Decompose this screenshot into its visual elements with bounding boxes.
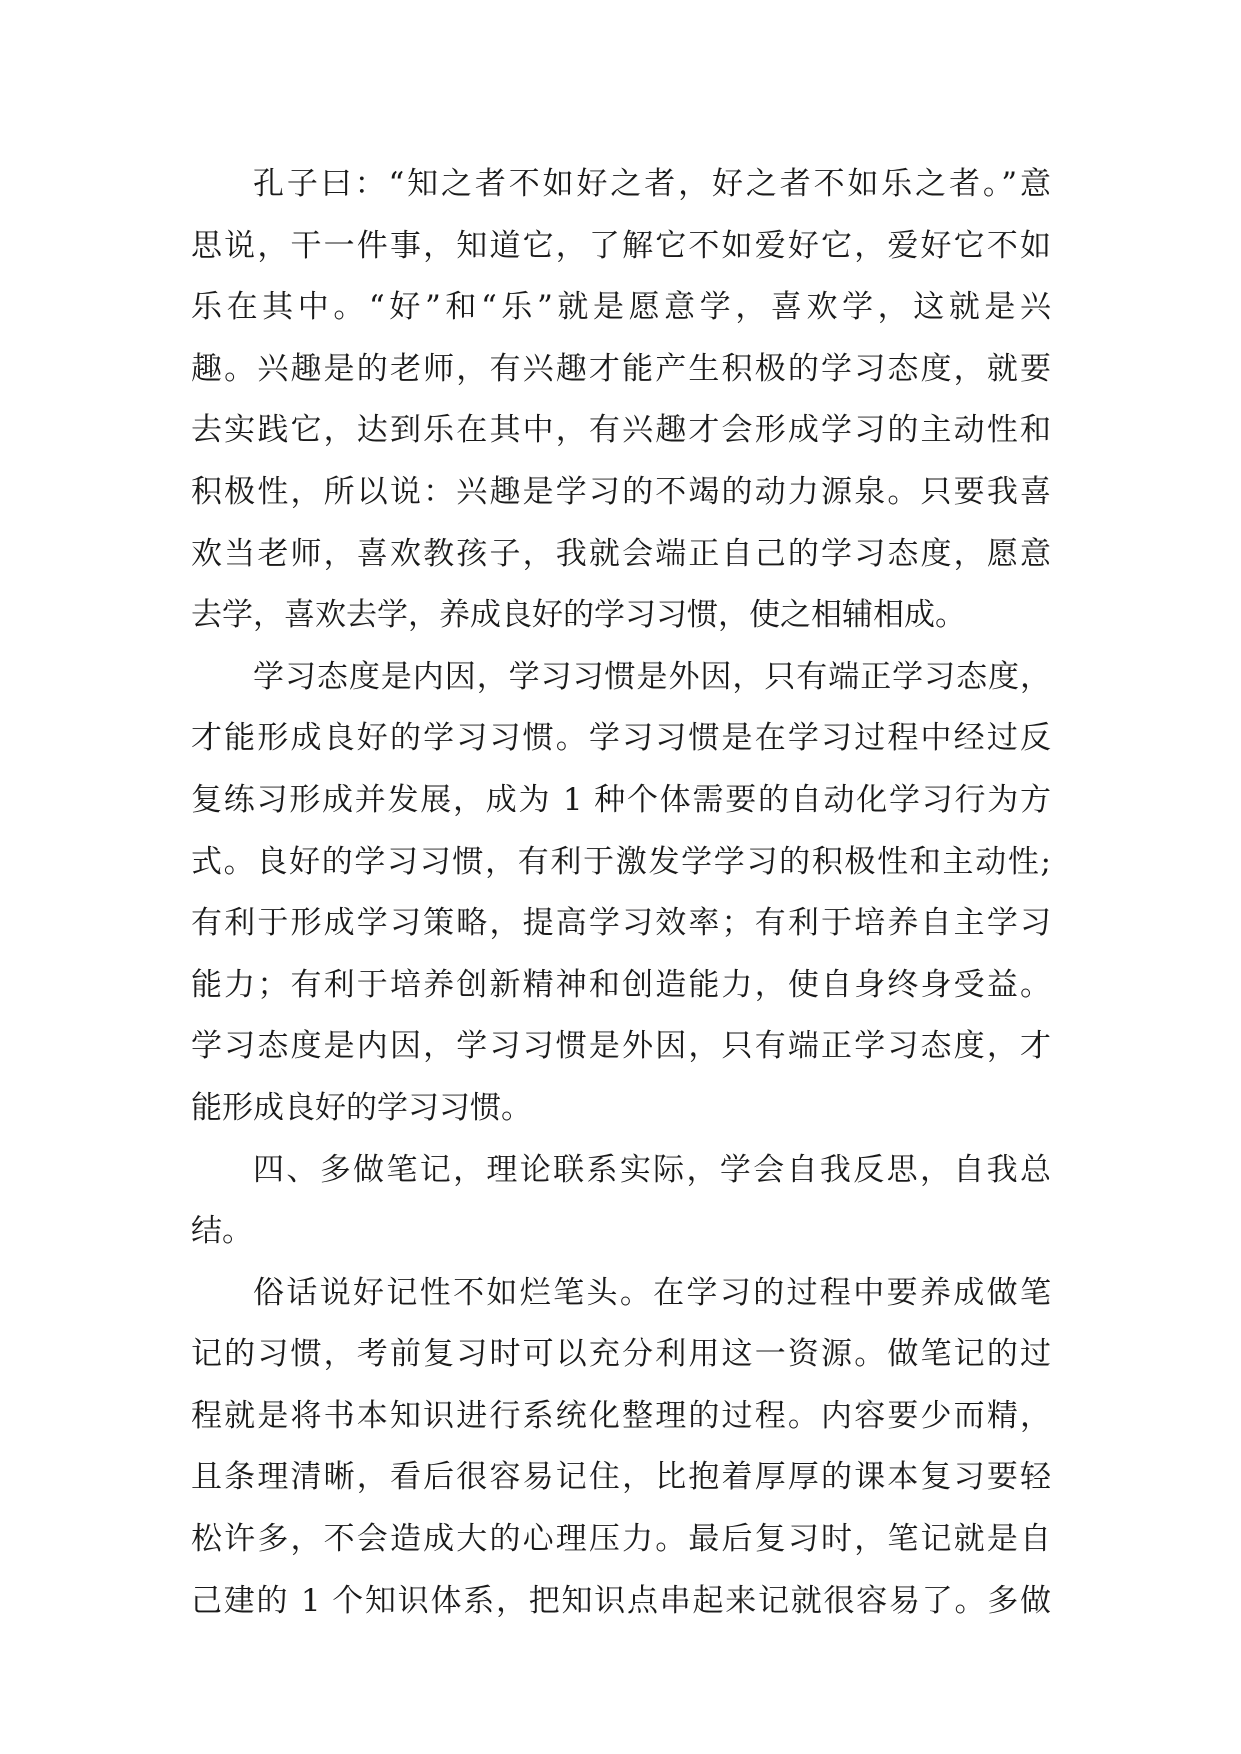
- paragraph-1: [191, 154, 1051, 647]
- text-line: 趣。兴趣是的老师，有兴趣才能产生积极的学习态度，就要: [191, 350, 1051, 387]
- paragraph-3-heading: [191, 1140, 1051, 1263]
- text-line: 才能形成良好的学习习惯。学习习惯是在学习过程中经过反: [191, 720, 1051, 757]
- text-line: 松许多，不会造成大的心理压力。最后复习时，笔记就是自: [191, 1521, 1051, 1558]
- text-line: 欢当老师，喜欢教孩子，我就会端正自己的学习态度，愿意: [191, 535, 1051, 572]
- text-line: 记的习惯，考前复习时可以充分利用这一资源。做笔记的过: [191, 1336, 1051, 1373]
- text-line: 孔子曰：“知之者不如好之者，好之者不如乐之者。”意: [253, 166, 1051, 202]
- text-line: 四、多做笔记，理论联系实际，学会自我反思，自我总: [253, 1151, 1051, 1188]
- text-line: 学习态度是内因，学习习惯是外因，只有端正学习态度，才: [191, 1028, 1051, 1065]
- text-line: 且条理清晰，看后很容易记住，比抱着厚厚的课本复习要轻: [191, 1459, 1051, 1496]
- text-line: 去实践它，达到乐在其中，有兴趣才会形成学习的主动性和: [191, 412, 1051, 449]
- text-line: 乐在其中。“好”和“乐”就是愿意学，喜欢学，这就是兴: [191, 289, 1051, 326]
- text-line: 程就是将书本知识进行系统化整理的过程。内容要少而精，: [191, 1397, 1051, 1434]
- text-line: 式。良好的学习习惯，有利于激发学学习的积极性和主动性;: [191, 843, 1051, 880]
- text-line: 积极性，所以说：兴趣是学习的不竭的动力源泉。只要我喜: [191, 473, 1051, 510]
- text-line: 能力；有利于培养创新精神和创造能力，使自身终身受益。: [191, 966, 1051, 1003]
- text-line: 能形成良好的学习习惯。: [191, 1089, 532, 1126]
- text-line: 复练习形成并发展，成为 1 种个体需要的自动化学习行为方: [191, 781, 1051, 818]
- paragraph-2: [191, 647, 1051, 1140]
- text-line: 己建的 1 个知识体系，把知识点串起来记就很容易了。多做: [191, 1582, 1051, 1619]
- paragraph-4: [191, 1263, 1051, 1633]
- text-line: 结。: [191, 1213, 253, 1250]
- text-line: 俗话说好记性不如烂笔头。在学习的过程中要养成做笔: [253, 1274, 1051, 1311]
- text-line: 有利于形成学习策略，提高学习效率；有利于培养自主学习: [191, 905, 1051, 942]
- text-line: 去学，喜欢去学，养成良好的学习习惯，使之相辅相成。: [191, 597, 966, 634]
- text-line: 学习态度是内因，学习习惯是外因，只有端正学习态度，: [253, 658, 1051, 695]
- document-body: [191, 154, 1051, 1632]
- text-line: 思说，干一件事，知道它，了解它不如爱好它，爱好它不如: [191, 227, 1051, 264]
